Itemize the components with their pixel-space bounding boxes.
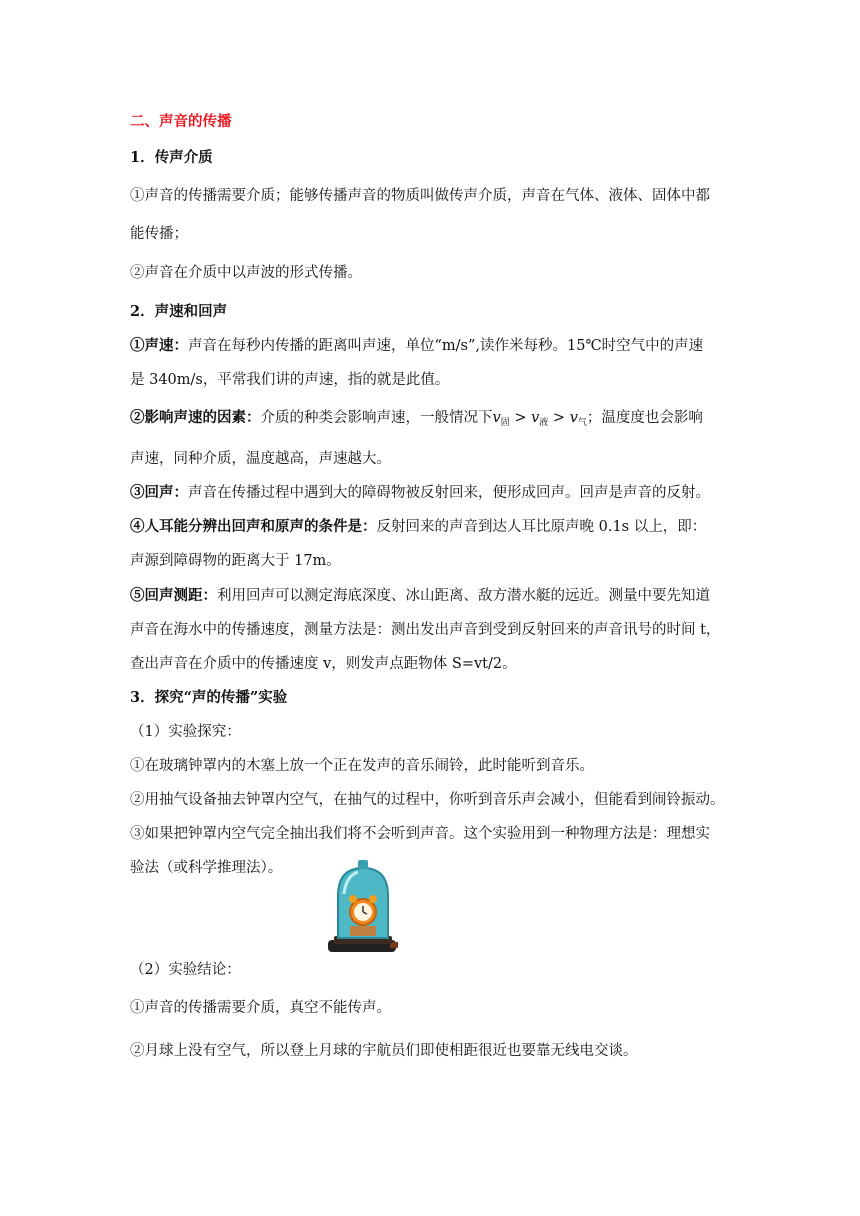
experiment-step-3: ③如果把钟罩内空气完全抽出我们将不会听到声音。这个实验用到一种物理方法是：理想实	[130, 826, 710, 842]
speed-definition	[130, 336, 703, 356]
echo-ranging	[130, 586, 710, 606]
paragraph-1b: 能传播；	[130, 226, 188, 242]
text-factors-end: ；温度度也会影响	[586, 410, 703, 426]
v-symbol: v	[569, 410, 578, 426]
v-symbol: v	[531, 410, 540, 426]
sub-gas: 气	[577, 418, 587, 428]
gt-symbol: >	[509, 410, 532, 426]
text-condition: 反射回来的声音到达人耳比原声晚 0.1s 以上，即：	[376, 519, 707, 535]
text-factors: 介质的种类会影响声速，一般情况下	[260, 410, 493, 426]
heading-speed-echo: 2．声速和回声	[130, 303, 228, 320]
paragraph-1a: ①声音的传播需要介质；能够传播声音的物质叫做传声介质，声音在气体、液体、固体中都	[130, 188, 710, 204]
experiment-subheading-2: （2）实验结论：	[130, 962, 241, 978]
heading-medium: 1．传声介质	[130, 149, 213, 166]
text-speed: 声音在每秒内传播的距离叫声速，单位“m/s”,读作米每秒。15℃时空气中的声速	[188, 338, 704, 354]
experiment-step-1: ①在玻璃钟罩内的木塞上放一个正在发声的音乐闹铃，此时能听到音乐。	[130, 758, 594, 774]
experiment-step-2: ②用抽气设备抽去钟罩内空气，在抽气的过程中，你听到音乐声会减小，但能看到闹铃振动。	[130, 792, 725, 808]
section-title: 二、声音的传播	[130, 113, 232, 130]
label-condition: ④人耳能分辨出回声和原声的条件是：	[130, 518, 377, 535]
sub-liquid: 液	[539, 418, 549, 428]
conclusion-2: ②月球上没有空气，所以登上月球的宇航员们即使相距很近也要靠无线电交谈。	[130, 1043, 638, 1059]
speed-factors	[130, 408, 703, 433]
echo-definition	[130, 483, 710, 503]
sub-solid: 固	[500, 418, 510, 428]
label-ranging: ⑤回声测距：	[130, 587, 217, 604]
bell-jar-illustration	[326, 858, 400, 956]
conclusion-1: ①声音的传播需要介质，真空不能传声。	[130, 1000, 391, 1016]
heading-experiment: 3．探究“声的传播”实验	[130, 689, 288, 706]
echo-ranging-3: 查出声音在介质中的传播速度 v，则发声点距物体 S=vt/2。	[130, 656, 517, 672]
echo-ranging-2: 声音在海水中的传播速度，测量方法是：测出发出声音到受到反射回来的声音讯号的时间 t，	[130, 622, 721, 638]
echo-condition	[130, 517, 706, 537]
experiment-step-3b: 验法（或科学推理法）。	[130, 860, 283, 876]
gt-symbol: >	[548, 410, 570, 426]
speed-definition-2: 是 340m/s，平常我们讲的声速，指的就是此值。	[130, 372, 450, 388]
echo-condition-2: 声源到障碍物的距离大于 17m。	[130, 553, 341, 569]
v-symbol: v	[492, 410, 501, 426]
label-factors: ②影响声速的因素：	[130, 409, 261, 426]
experiment-subheading-1: （1）实验探究：	[130, 724, 241, 740]
label-speed: ①声速：	[130, 337, 188, 354]
paragraph-2: ②声音在介质中以声波的形式传播。	[130, 265, 362, 281]
speed-factors-2: 声速，同种介质，温度越高，声速越大。	[130, 451, 391, 467]
text-echo: 声音在传播过程中遇到大的障碍物被反射回来，便形成回声。回声是声音的反射。	[188, 485, 710, 501]
text-ranging: 利用回声可以测定海底深度、冰山距离、敌方潜水艇的远近。测量中要先知道	[217, 588, 710, 604]
label-echo: ③回声：	[130, 484, 188, 501]
